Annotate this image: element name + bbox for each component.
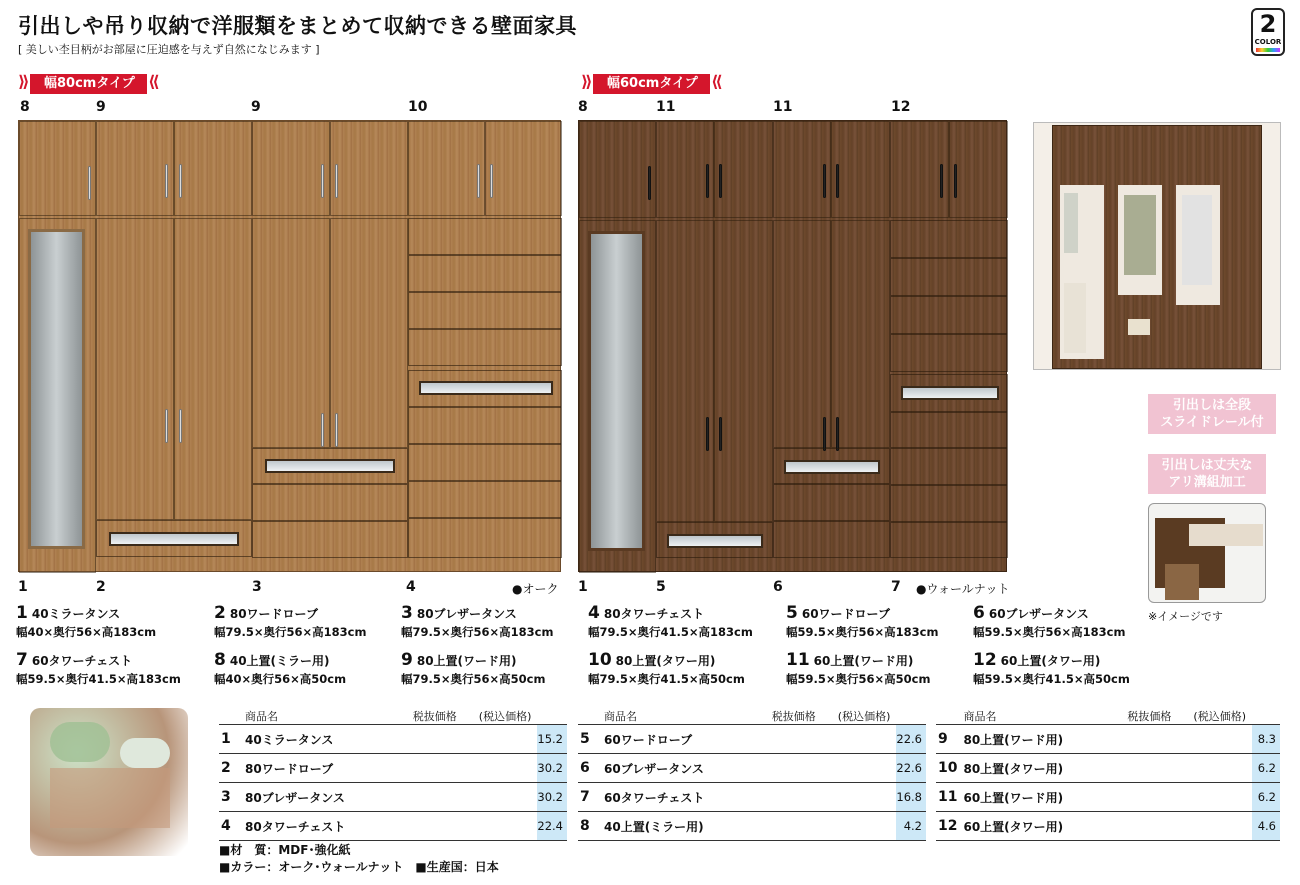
walnut-blazer-drawer (773, 484, 890, 521)
oak-top-cabinet-9b-right (330, 121, 408, 216)
oak-top-cabinet-10-left (408, 121, 485, 216)
oak-wardrobe-door-right (174, 218, 252, 520)
price-table-3: 商品名 税抜価格 (税込価格) 9 80上置(ワード用) 8.3 10 80上置(タワー用) 6.2 11 60上置(ワード用) 6.2 12 60上置(タワー用) 4.6 (936, 708, 1280, 841)
walnut-top-number: 8 (578, 99, 588, 115)
oak-blazer-drawer (252, 448, 408, 484)
spec-item: 5 60ワードローブ 幅59.5×奥行56×高183cm (786, 603, 939, 639)
dovetail-line1: 引出しは丈夫な (1161, 458, 1253, 473)
oak-wall-unit-image (18, 120, 561, 572)
spec-item: 9 80上置(ワード用) 幅79.5×奥行56×高50cm (401, 650, 546, 686)
oak-finish-label: ●オーク (512, 582, 559, 596)
walnut-finish-label: ●ウォールナット (916, 582, 1010, 596)
walnut-chest-drawer-open (890, 374, 1008, 412)
slide-rail-badge (1148, 394, 1276, 434)
spec-item: 11 60上置(ワード用) 幅59.5×奥行56×高50cm (786, 650, 931, 686)
price-row: 7 60タワーチェスト 16.8 (578, 783, 926, 812)
walnut-bottom-number: 5 (656, 579, 666, 595)
spec-item: 6 60ブレザータンス 幅59.5×奥行56×高183cm (973, 603, 1126, 639)
oak-top-cabinet-9b-left (252, 121, 330, 216)
walnut-wardrobe-drawer (656, 522, 773, 558)
walnut-top-cabinet-12-left (890, 121, 949, 218)
color-count-badge (1251, 8, 1285, 56)
walnut-top-number: 12 (891, 99, 911, 115)
oak-chest-drawer (408, 218, 562, 255)
type-label-80: ⟫ 幅80cmタイプ ⟪ (30, 74, 147, 94)
walnut-top-number: 11 (656, 99, 676, 115)
price-row: 4 80タワーチェスト 22.4 (219, 812, 567, 841)
rainbow-stripe (1256, 48, 1280, 52)
spec-item: 7 60タワーチェスト 幅59.5×奥行41.5×高183cm (16, 650, 181, 686)
oak-blazer-door-left (252, 218, 330, 448)
price-table-1: 商品名 税抜価格 (税込価格) 1 40ミラータンス 15.2 2 80ワードローブ 30.2 3 80ブレザータンス 30.2 4 80タワーチェスト 22.4 (219, 708, 567, 841)
walnut-chest-drawer (890, 334, 1008, 372)
walnut-top-cabinet-8 (579, 121, 656, 218)
image-note: ※イメージです (1148, 610, 1223, 623)
oak-top-cabinet-9a-left (96, 121, 174, 216)
color-count-label: COLOR (1254, 38, 1282, 46)
walnut-bottom-number: 7 (891, 579, 901, 595)
walnut-top-cabinet-11a-right (714, 121, 773, 218)
walnut-blazer-drawer (773, 448, 890, 484)
page-subtitle: [ 美しい杢目柄がお部屋に圧迫感を与えず自然になじみます ] (18, 43, 320, 56)
oak-bottom-number: 2 (96, 579, 106, 595)
walnut-wall-unit-image (578, 120, 1007, 572)
price-row: 10 80上置(タワー用) 6.2 (936, 754, 1280, 783)
oak-blazer-door-right (330, 218, 408, 448)
walnut-chest-drawer (890, 258, 1008, 296)
flower-photo (30, 708, 188, 856)
price-row: 9 80上置(ワード用) 8.3 (936, 725, 1280, 754)
walnut-bottom-number: 1 (578, 579, 588, 595)
materials-line1: ■材 質：MDF･強化紙 (219, 843, 351, 857)
oak-chest-drawer-open (408, 370, 562, 407)
oak-chest-drawer (408, 329, 562, 366)
slide-rail-line2: スライドレール付 (1160, 415, 1264, 430)
walnut-bottom-number: 6 (773, 579, 783, 595)
oak-chest-drawer (408, 407, 562, 444)
oak-chest-drawer (408, 444, 562, 481)
oak-chest-drawer (408, 292, 562, 329)
oak-wardrobe-drawer (96, 520, 252, 557)
oak-chest-drawer (408, 518, 562, 558)
oak-chest-drawer (408, 481, 562, 518)
oak-top-number: 9 (96, 99, 106, 115)
price-row: 11 60上置(ワード用) 6.2 (936, 783, 1280, 812)
oak-bottom-number: 3 (252, 579, 262, 595)
spec-item: 10 80上置(タワー用) 幅79.5×奥行41.5×高50cm (588, 650, 745, 686)
materials-info (219, 842, 499, 876)
oak-bottom-number: 4 (406, 579, 416, 595)
price-row: 8 40上置(ミラー用) 4.2 (578, 812, 926, 841)
walnut-top-cabinet-11b-right (831, 121, 890, 218)
color-count-number: 2 (1259, 10, 1277, 38)
price-row: 12 60上置(タワー用) 4.6 (936, 812, 1280, 841)
walnut-blazer-door-left (773, 220, 831, 448)
walnut-blazer-drawer (773, 521, 890, 558)
spec-item: 4 80タワーチェスト 幅79.5×奥行41.5×高183cm (588, 603, 753, 639)
oak-top-number: 8 (20, 99, 30, 115)
price-table-2: 商品名 税抜価格 (税込価格) 5 60ワードローブ 22.6 6 60ブレザータンス 22.6 7 60タワーチェスト 16.8 8 40上置(ミラー用) 4.2 (578, 708, 926, 841)
walnut-chest-drawer (890, 485, 1008, 522)
spec-item: 8 40上置(ミラー用) 幅40×奥行56×高50cm (214, 650, 347, 686)
walnut-top-number: 11 (773, 99, 793, 115)
oak-top-number: 10 (408, 99, 428, 115)
materials-line2: ■カラー：オーク･ウォールナット ■生産国：日本 (219, 860, 499, 874)
price-row: 1 40ミラータンス 15.2 (219, 725, 567, 754)
price-row: 2 80ワードローブ 30.2 (219, 754, 567, 783)
oak-chest-drawer (408, 255, 562, 292)
spec-item: 12 60上置(タワー用) 幅59.5×奥行41.5×高50cm (973, 650, 1130, 686)
oak-bottom-number: 1 (18, 579, 28, 595)
oak-top-cabinet-9a-right (174, 121, 252, 216)
oak-mirror-tansu (19, 218, 96, 573)
dovetail-line2: アリ溝組加工 (1168, 475, 1246, 490)
spec-item: 3 80ブレザータンス 幅79.5×奥行56×高183cm (401, 603, 554, 639)
walnut-top-cabinet-12-right (949, 121, 1008, 218)
spec-item: 1 40ミラータンス 幅40×奥行56×高183cm (16, 603, 157, 639)
open-wardrobe-image (1033, 122, 1281, 370)
walnut-chest-drawer (890, 220, 1008, 258)
oak-top-number: 9 (251, 99, 261, 115)
oak-blazer-drawer (252, 521, 408, 558)
price-row: 6 60ブレザータンス 22.6 (578, 754, 926, 783)
walnut-wardrobe-door-left (656, 220, 714, 522)
walnut-wardrobe-door-right (714, 220, 773, 522)
walnut-chest-drawer (890, 412, 1008, 448)
walnut-top-cabinet-11a-left (656, 121, 714, 218)
slide-rail-line1: 引出しは全段 (1172, 398, 1251, 413)
walnut-chest-drawer (890, 296, 1008, 334)
oak-top-cabinet-10-right (485, 121, 562, 216)
walnut-blazer-door-right (831, 220, 890, 448)
type-label-60: ⟫ 幅60cmタイプ ⟪ (593, 74, 710, 94)
dovetail-badge (1148, 454, 1266, 494)
walnut-chest-drawer (890, 448, 1008, 485)
oak-wardrobe-door-left (96, 218, 174, 520)
walnut-mirror-tansu (579, 220, 656, 573)
price-row: 3 80ブレザータンス 30.2 (219, 783, 567, 812)
drawer-joint-image (1148, 503, 1266, 603)
oak-blazer-drawer (252, 484, 408, 521)
oak-top-cabinet-8 (19, 121, 96, 216)
page-title: 引出しや吊り収納で洋服類をまとめて収納できる壁面家具 (18, 14, 577, 38)
spec-item: 2 80ワードローブ 幅79.5×奥行56×高183cm (214, 603, 367, 639)
walnut-top-cabinet-11b-left (773, 121, 831, 218)
price-row: 5 60ワードローブ 22.6 (578, 725, 926, 754)
walnut-chest-drawer (890, 522, 1008, 558)
